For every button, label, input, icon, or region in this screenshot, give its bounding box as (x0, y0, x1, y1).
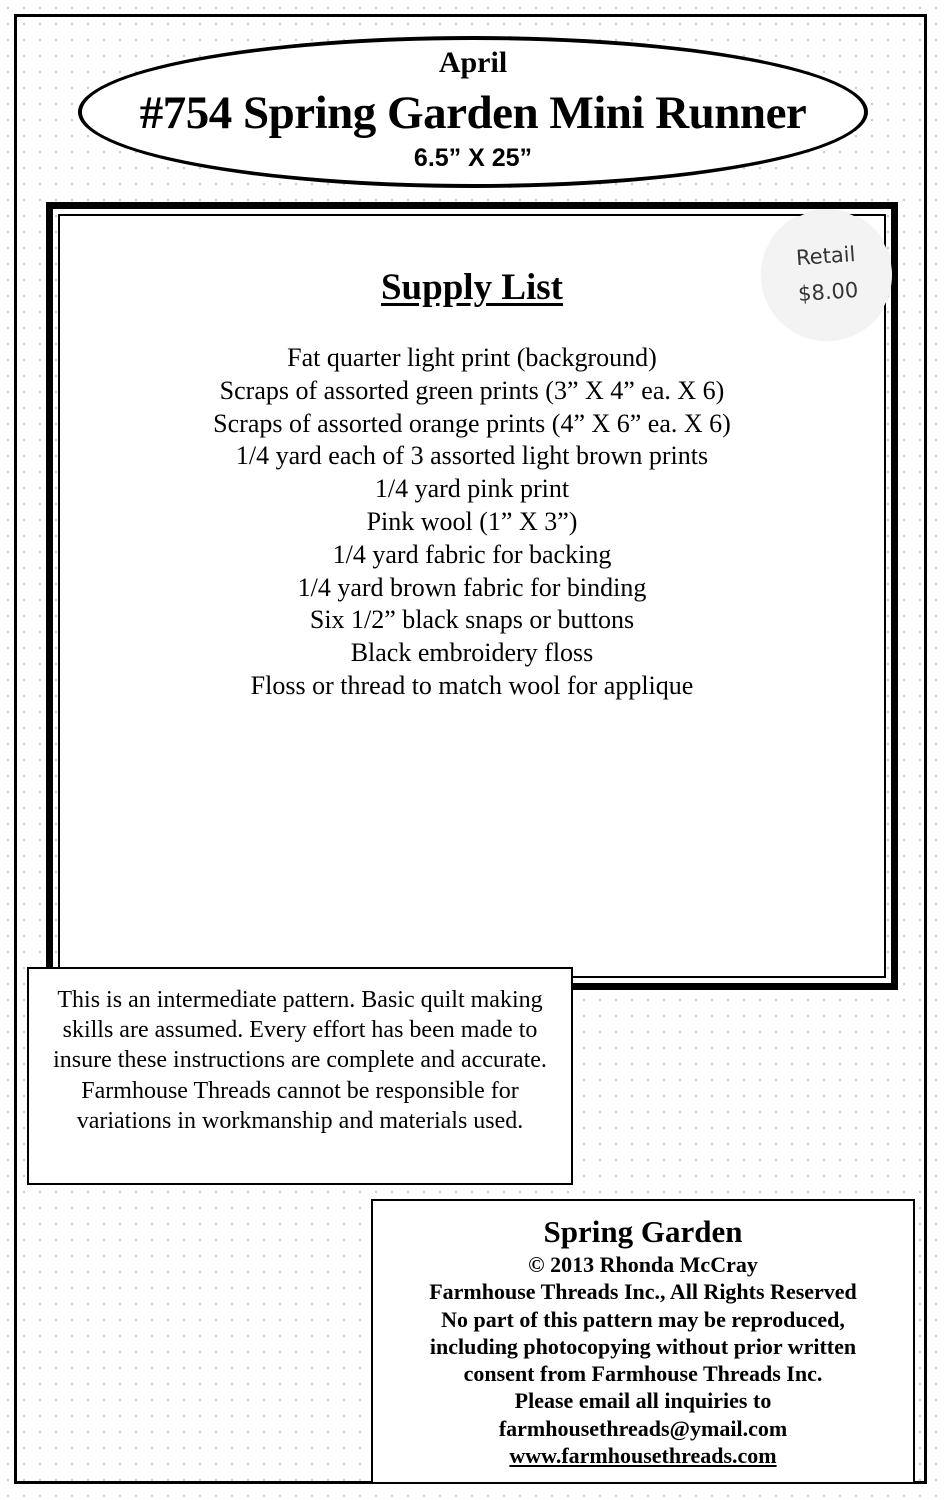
disclaimer-box (27, 967, 573, 1185)
copyright-title: Spring Garden (543, 1214, 743, 1249)
supply-item: Black embroidery floss (350, 638, 594, 668)
supply-item: 1/4 yard each of 3 assorted light brown prints (235, 441, 709, 471)
supply-list-heading: Supply List (380, 267, 564, 308)
retail-label: Retail (795, 242, 857, 271)
supply-item: Fat quarter light print (background) (287, 343, 657, 372)
pattern-title: #754 Spring Garden Mini Runner (139, 87, 807, 139)
supply-item: Scraps of assorted orange prints (4” X 6” ea. X 6) (213, 408, 731, 438)
copyright-box (371, 1199, 915, 1484)
supply-item: Pink wool (1” X 3”) (366, 506, 578, 536)
copyright-line: Please email all inquiries to (514, 1388, 772, 1414)
retail-price: $8.00 (797, 277, 860, 307)
copyright-line: No part of this pattern may be reproduced, (441, 1306, 845, 1332)
copyright-line: including photocopying without prior written (429, 1333, 857, 1359)
supply-item: 1/4 yard brown fabric for binding (297, 572, 647, 602)
title-oval (78, 36, 868, 188)
copyright-line: consent from Farmhouse Threads Inc. (463, 1361, 823, 1387)
supply-item: 1/4 yard pink print (374, 474, 570, 504)
copyright-lines (373, 1251, 913, 1442)
supply-item: Scraps of assorted green prints (3” X 4” ea. X 6) (219, 375, 725, 405)
website-link[interactable]: www.farmhousethreads.com (509, 1443, 777, 1469)
disclaimer-text: This is an intermediate pattern. Basic quilt making skills are assumed. Every effort has been made to insure these instructions are complete and accurate. Farmhouse Threads cannot be responsible for variations in workmanship and materials used. (53, 987, 547, 1134)
supply-item: Floss or thread to match wool for applique (250, 670, 694, 700)
supply-item: 1/4 yard fabric for backing (332, 539, 612, 569)
supply-list (110, 342, 834, 703)
copyright-email[interactable]: farmhousethreads@ymail.com (498, 1415, 788, 1441)
supply-item: Six 1/2” black snaps or buttons (309, 605, 635, 635)
pattern-month: April (438, 46, 508, 79)
pattern-dimensions: 6.5” X 25” (413, 144, 533, 172)
copyright-line: © 2013 Rhonda McCray (528, 1252, 758, 1277)
copyright-line: Farmhouse Threads Inc., All Rights Reserved (429, 1279, 857, 1305)
